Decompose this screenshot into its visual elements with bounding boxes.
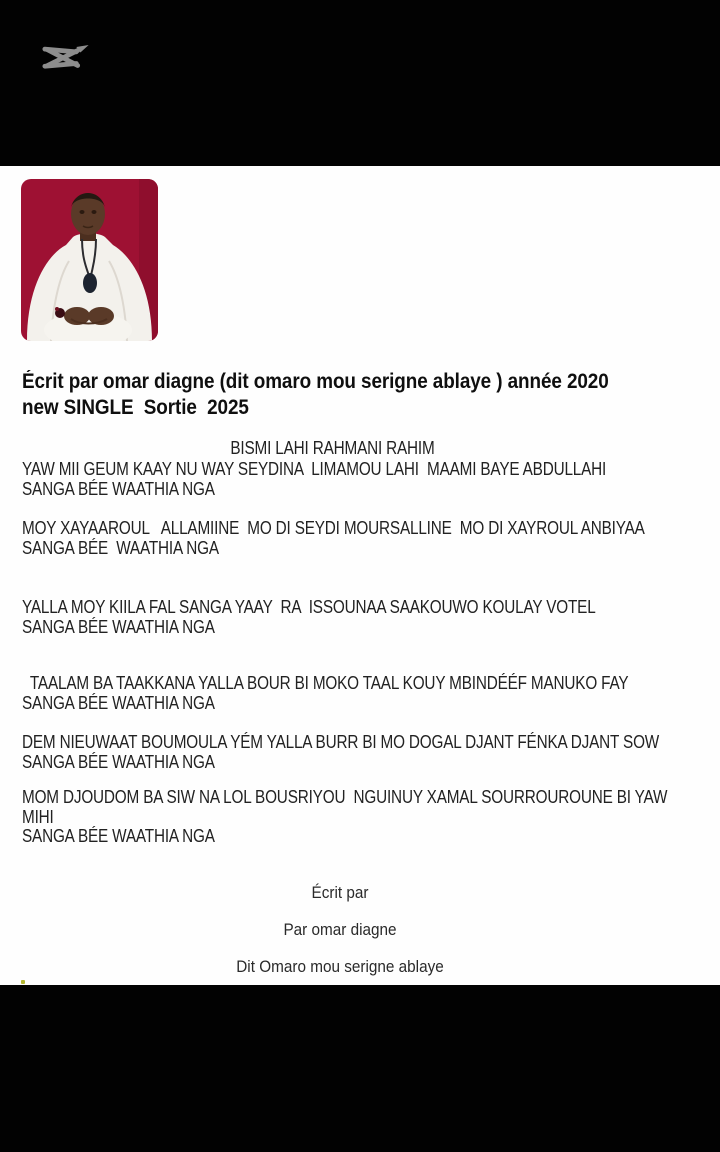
- lyric-line: YALLA MOY KIILA FAL SANGA YAAY RA ISSOUNAA SAAKOUWO KOULAY VOTEL: [22, 597, 596, 617]
- lyric-line: SANGA BÉE WAATHIA NGA: [22, 826, 215, 846]
- capcut-logo-icon: [38, 36, 90, 80]
- lyric-line: SANGA BÉE WAATHIA NGA: [22, 478, 215, 499]
- lyric-line: SANGA BÉE WAATHIA NGA: [22, 616, 215, 637]
- footer-line: Dit Omaro mou serigne ablaye: [236, 957, 444, 976]
- top-letterbox: [0, 0, 720, 166]
- lyric-line: SANGA BÉE WAATHIA NGA: [22, 751, 215, 772]
- title-block: [22, 369, 712, 421]
- lyric-line: MOY XAYAAROUL ALLAMIINE MO DI SEYDI MOURSALLINE MO DI XAYROUL ANBIYAA: [22, 518, 645, 538]
- footer-line: Écrit par: [311, 883, 369, 902]
- title-line-2: new SINGLE Sortie 2025: [22, 396, 249, 419]
- lyric-line: MIHI: [22, 806, 54, 827]
- lyric-line: DEM NIEUWAAT BOUMOULA YÉM YALLA BURR BI MO DOGAL DJANT FÉNKA DJANT SOW: [22, 732, 660, 752]
- lyric-line: SANGA BÉE WAATHIA NGA: [22, 692, 215, 713]
- footer-credit-2: [0, 920, 680, 940]
- lyrics-intro-line: BISMI LAHI RAHMANI RAHIM: [230, 438, 435, 458]
- portrait-photo: [21, 179, 158, 341]
- compression-artifact-dot: [21, 980, 25, 984]
- lyrics-verse-2: [22, 519, 720, 558]
- lyric-line: MOM DJOUDOM BA SIW NA LOL BOUSRIYOU NGUINUY XAMAL SOURROUROUNE BI YAW: [22, 787, 668, 807]
- lyrics-verse-3: [22, 598, 720, 637]
- bottom-letterbox: [0, 985, 720, 1152]
- title-line-1: Écrit par omar diagne (dit omaro mou serigne ablaye ) année 2020: [22, 370, 609, 393]
- lyrics-verse-4: [22, 674, 720, 713]
- footer-credit-1: [0, 883, 680, 903]
- lyrics-verse-1: [22, 460, 720, 499]
- lyric-line: YAW MII GEUM KAAY NU WAY SEYDINA LIMAMOU LAHI MAAMI BAYE ABDULLAHI: [22, 459, 607, 479]
- lyric-line: TAALAM BA TAAKKANA YALLA BOUR BI MOKO TAAL KOUY MBINDÉÉF MANUKO FAY: [22, 673, 629, 693]
- lyrics-verse-5: [22, 733, 720, 772]
- footer-credit-3: [0, 957, 680, 977]
- portrait-photo-image: [21, 179, 158, 341]
- lyric-line: SANGA BÉE WAATHIA NGA: [22, 537, 219, 558]
- lyrics-intro: [0, 439, 665, 459]
- footer-line: Par omar diagne: [283, 920, 397, 939]
- lyrics-verse-6: [22, 788, 720, 847]
